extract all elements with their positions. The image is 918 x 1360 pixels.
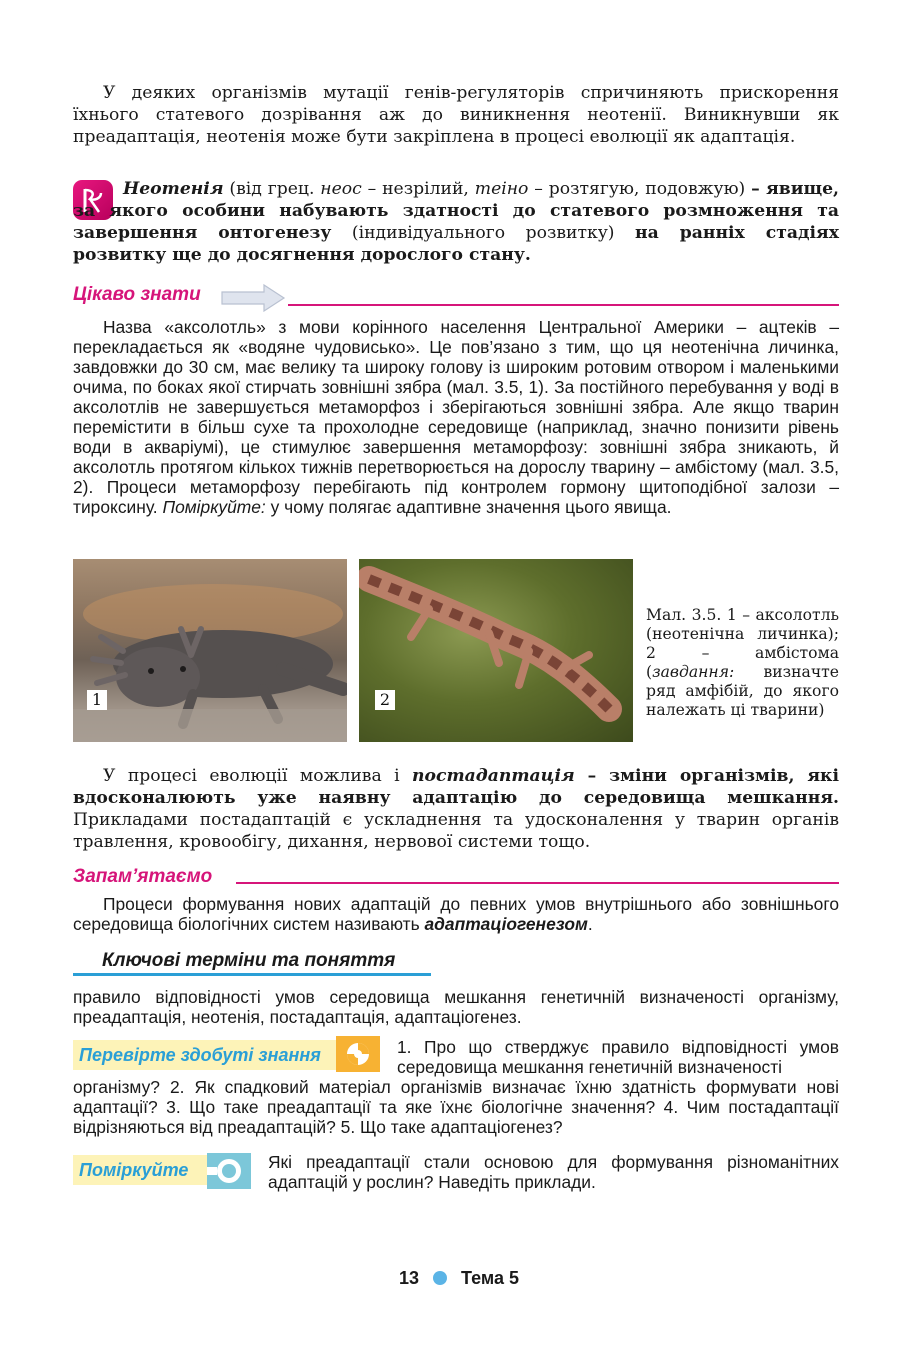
figure-caption — [646, 606, 839, 720]
section-divider — [288, 304, 839, 306]
page-footer — [0, 1268, 918, 1289]
check-questions-rest: організму? 2. Як спадковий матеріал організмів визначає їхню здатність формувати нові адаптації? 3. Що таке преадаптації та яке їхнє біологічне значення? 4. Чим постадаптації відрізняються від преадаптацій? 5. Що таке адаптаціогенез? — [73, 1077, 839, 1137]
definition-part1: (від грец. — [223, 179, 321, 199]
caption-part1: Мал. 3.5. 1 – аксолотль (неотенічна личинка); 2 – амбістома ( — [646, 606, 839, 681]
check-questions-first: 1. Про що стверджує правило відповідності умов середовища мешкання генетичній визначеності — [397, 1037, 839, 1077]
bullet-dot-icon — [433, 1271, 447, 1285]
interesting-text-main: Назва «аксолотль» з мови корінного населення Центральної Америки – ацтеків – перекладається як «водяне чудовисько». Це пов’язано з тим, що ця неотенічна личинка, завдовжки до 30 см, має велику та широку голову із широким ротовим отвором і маленькими очима, по боках якої стирчать зовнішні зябра (мал. 3.5, 1). За постійного перебування у воді в аксолотлів не завершується метаморфоз і зберігаються зовнішні зябра. Але якщо тварин перемістити в більш сухе та прохолодне середовище (наприклад, значно понизити рівень води в акваріумі), це стимулює завершення метаморфозу: зовнішні зябра зникають, й аксолотль протягом кількох тижнів перетворюється на дорослу тварину – амбістому (мал. 3.5, 2). Процеси метаморфозу перебігають під контролем гормону щитоподібної залози – тироксину. — [73, 317, 839, 517]
caption-part2: визначте ряд амфібій, до якого належать ці тварини) — [646, 663, 839, 719]
caption-italic: завдання: — [652, 663, 735, 681]
definition-part2: – незрілий, — [361, 179, 475, 199]
key-terms-underline — [73, 973, 431, 976]
photo2-number: 2 — [375, 690, 395, 710]
arrow-icon — [220, 282, 286, 312]
interesting-text-end: у чому полягає адаптивне значення цього явища. — [265, 497, 672, 517]
remember-text-main: Процеси формування нових адаптацій до певних умов внутрішнього або зовнішнього середовища біологічних систем називають — [73, 894, 839, 934]
topic-label: Тема 5 — [461, 1268, 519, 1288]
interesting-title: Цікаво знати — [73, 284, 201, 305]
post-part1: У процесі еволюції можлива і — [103, 766, 413, 786]
photo1-number: 1 — [87, 690, 107, 710]
remember-end: . — [587, 914, 593, 934]
ambystoma-photo — [359, 559, 633, 742]
definition-part3: – розтягую, подовжую) — [528, 179, 752, 199]
neoteny-definition — [73, 178, 839, 266]
definition-part4: (індивідуального розвитку) — [331, 223, 635, 243]
definition-term: Неотенія — [123, 179, 224, 199]
intro-paragraph: У деяких організмів мутації генів-регуляторів спричиняють прискорення їхнього статевого дозрівання аж до виникнення неотенії. Виникнувши як преадаптація, неотенія може бути закріплена в процесі еволюції як адаптація. — [73, 83, 839, 147]
section-divider — [236, 882, 839, 884]
post-bold: – зміни організмів, які вдосконалюють уже наявну адаптацію до середовища мешкання. — [73, 766, 839, 808]
definition-bold1: – явище, за якого особини набувають здатності до статевого розмноження та завершення онтогенезу — [73, 179, 840, 243]
post-part2: Прикладами постадаптацій є ускладнення та удосконалення у тварин органів травлення, кровообігу, дихання, нервової системи тощо. — [73, 810, 839, 852]
definition-bold2: на ранніх стадіях розвитку ще до досягнення дорослого стану. — [73, 223, 839, 265]
interesting-text — [73, 317, 839, 517]
think-text: Які преадаптації стали основою для формування різноманітних адаптацій у рослин? Наведіть приклади. — [268, 1152, 839, 1192]
postadaptation-paragraph — [73, 765, 839, 853]
think-icon — [207, 1153, 251, 1189]
definition-greek1: неос — [320, 179, 362, 199]
remember-term: адаптаціогенезом — [424, 914, 588, 934]
page-number: 13 — [398, 1268, 420, 1288]
think-label: Поміркуйте — [73, 1155, 213, 1185]
key-terms-text: правило відповідності умов середовища мешкання генетичній визначеності організму, преадаптація, неотенія, постадаптація, адаптаціогенез. — [73, 987, 839, 1027]
check-knowledge-label: Перевірте здобуті знання — [73, 1040, 343, 1070]
check-knowledge-icon — [336, 1036, 380, 1072]
axolotl-photo — [73, 559, 347, 742]
key-terms-title: Ключові терміни та поняття — [102, 950, 396, 971]
remember-title: Запам’ятаємо — [73, 866, 213, 887]
interesting-text-italic: Поміркуйте: — [162, 497, 266, 517]
definition-greek2: теіно — [474, 179, 529, 199]
remember-text — [73, 894, 839, 934]
post-term: постадаптація — [412, 766, 575, 786]
